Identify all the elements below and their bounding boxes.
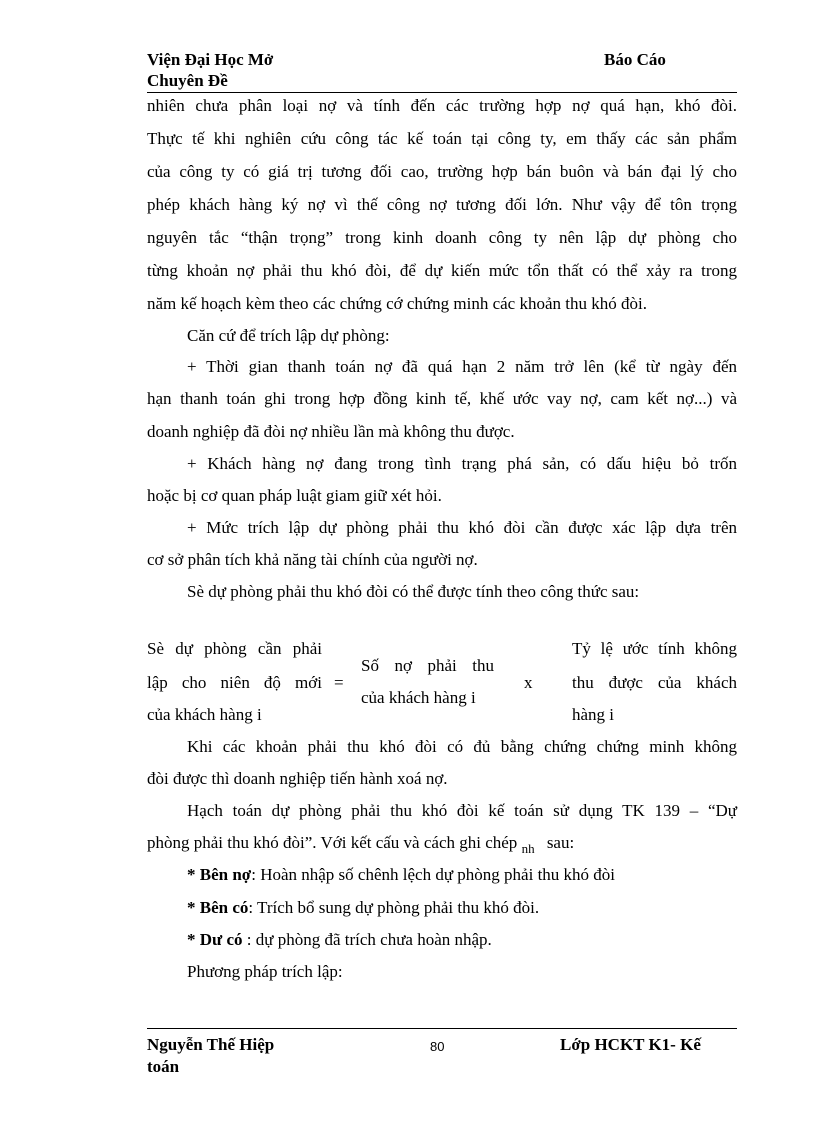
entry-text: : Trích bổ sung dự phòng phải thu khó đòi.	[248, 898, 540, 917]
formula-middle-line: Số nợ phải thu	[361, 656, 494, 675]
paragraph-line: năm kế hoạch kèm theo các chứng cớ chứng minh các khoản thu khó đòi.	[147, 294, 647, 313]
header-rule	[147, 92, 737, 93]
paragraph-line: của công ty có giá trị tương đối cao, trường hợp bán buôn và bán đại lý cho	[147, 162, 737, 181]
paragraph-line: đòi được thì doanh nghiệp tiến hành xoá nợ.	[147, 769, 448, 788]
paragraph-line: Phương pháp trích lập:	[187, 962, 343, 981]
formula-left-line: của khách hàng i	[147, 705, 262, 724]
paragraph-text: sau:	[546, 833, 575, 852]
formula-left-line: Sè dự phòng cần phải	[147, 639, 322, 658]
entry-text: : Hoàn nhập số chênh lệch dự phòng phải thu khó đòi	[251, 865, 616, 884]
header-subtitle: Chuyên Đề	[147, 71, 228, 90]
paragraph-line: Khi các khoản phải thu khó đòi có đủ bằng chứng chứng minh không	[187, 737, 737, 756]
formula-right-line: hàng i	[572, 705, 615, 724]
paragraph-line: hoặc bị cơ quan pháp luật giam giữ xét hỏi.	[147, 486, 442, 505]
paragraph-line: Hạch toán dự phòng phải thu khó đòi kế toán sử dụng TK 139 – “Dự	[187, 801, 737, 820]
paragraph-line: + Khách hàng nợ đang trong tình trạng phá sản, có dấu hiệu bỏ trốn	[187, 454, 737, 473]
abbreviation: nh	[521, 841, 535, 856]
entry-label: * Bên có	[187, 898, 249, 917]
footer-class: Lớp HCKT K1- Kế	[560, 1035, 701, 1054]
entry-credit	[187, 897, 539, 919]
entry-debit	[187, 864, 615, 886]
formula-right-line: Tỷ lệ ước tính không	[572, 639, 737, 658]
formula-times: x	[524, 673, 533, 692]
paragraph-line: doanh nghiệp đã đòi nợ nhiều lần mà không thu được.	[147, 422, 515, 441]
formula-left-line: lập cho niên độ mới	[147, 673, 322, 692]
entry-balance	[187, 929, 492, 951]
footer-author-cont: toán	[147, 1057, 180, 1076]
entry-label: * Dư có	[187, 930, 243, 949]
footer-author: Nguyễn Thế Hiệp	[147, 1035, 275, 1054]
formula-equals: =	[334, 673, 344, 692]
paragraph-line: phép khách hàng ký nợ vì thế công nợ tương đối lớn. Như vậy để tôn trọng	[147, 195, 737, 214]
paragraph-line: nhiên chưa phân loại nợ và tính đến các trường hợp nợ quá hạn, khó đòi.	[147, 96, 737, 115]
formula-middle-line: của khách hàng i	[361, 688, 476, 707]
paragraph-text: phòng phải thu khó đòi”. Với kết cấu và cách ghi chép	[147, 833, 518, 852]
header-institute: Viện Đại Học Mở	[147, 50, 274, 69]
page-number: 80	[430, 1039, 445, 1054]
paragraph-line: Căn cứ để trích lập dự phòng:	[187, 326, 390, 345]
paragraph-line: từng khoản nợ phải thu khó đòi, để dự kiến mức tổn thất có thể xảy ra trong	[147, 261, 737, 280]
paragraph-line	[147, 832, 574, 855]
paragraph-line: hạn thanh toán ghi trong hợp đồng kinh tế, khế ước vay nợ, cam kết nợ...) và	[147, 389, 737, 408]
paragraph-line: + Mức trích lập dự phòng phải thu khó đòi cần được xác lập dựa trên	[187, 518, 737, 537]
paragraph-line: Thực tế khi nghiên cứu công tác kế toán tại công ty, em thấy các sản phẩm	[147, 129, 737, 148]
paragraph-line: cơ sở phân tích khả năng tài chính của người nợ.	[147, 550, 478, 569]
entry-label: * Bên nợ	[187, 865, 252, 884]
entry-text: : dự phòng đã trích chưa hoàn nhập.	[242, 930, 492, 949]
formula-right-line: thu được của khách	[572, 673, 737, 692]
footer-rule	[147, 1028, 737, 1029]
paragraph-line: nguyên tắc “thận trọng” trong kinh doanh công ty nên lập dự phòng cho	[147, 228, 737, 247]
paragraph-line: + Thời gian thanh toán nợ đã quá hạn 2 năm trở lên (kể từ ngày đến	[187, 357, 737, 376]
paragraph-line: Sè dự phòng phải thu khó đòi có thể được tính theo công thức sau:	[187, 582, 640, 601]
header-report: Báo Cáo	[604, 50, 666, 69]
